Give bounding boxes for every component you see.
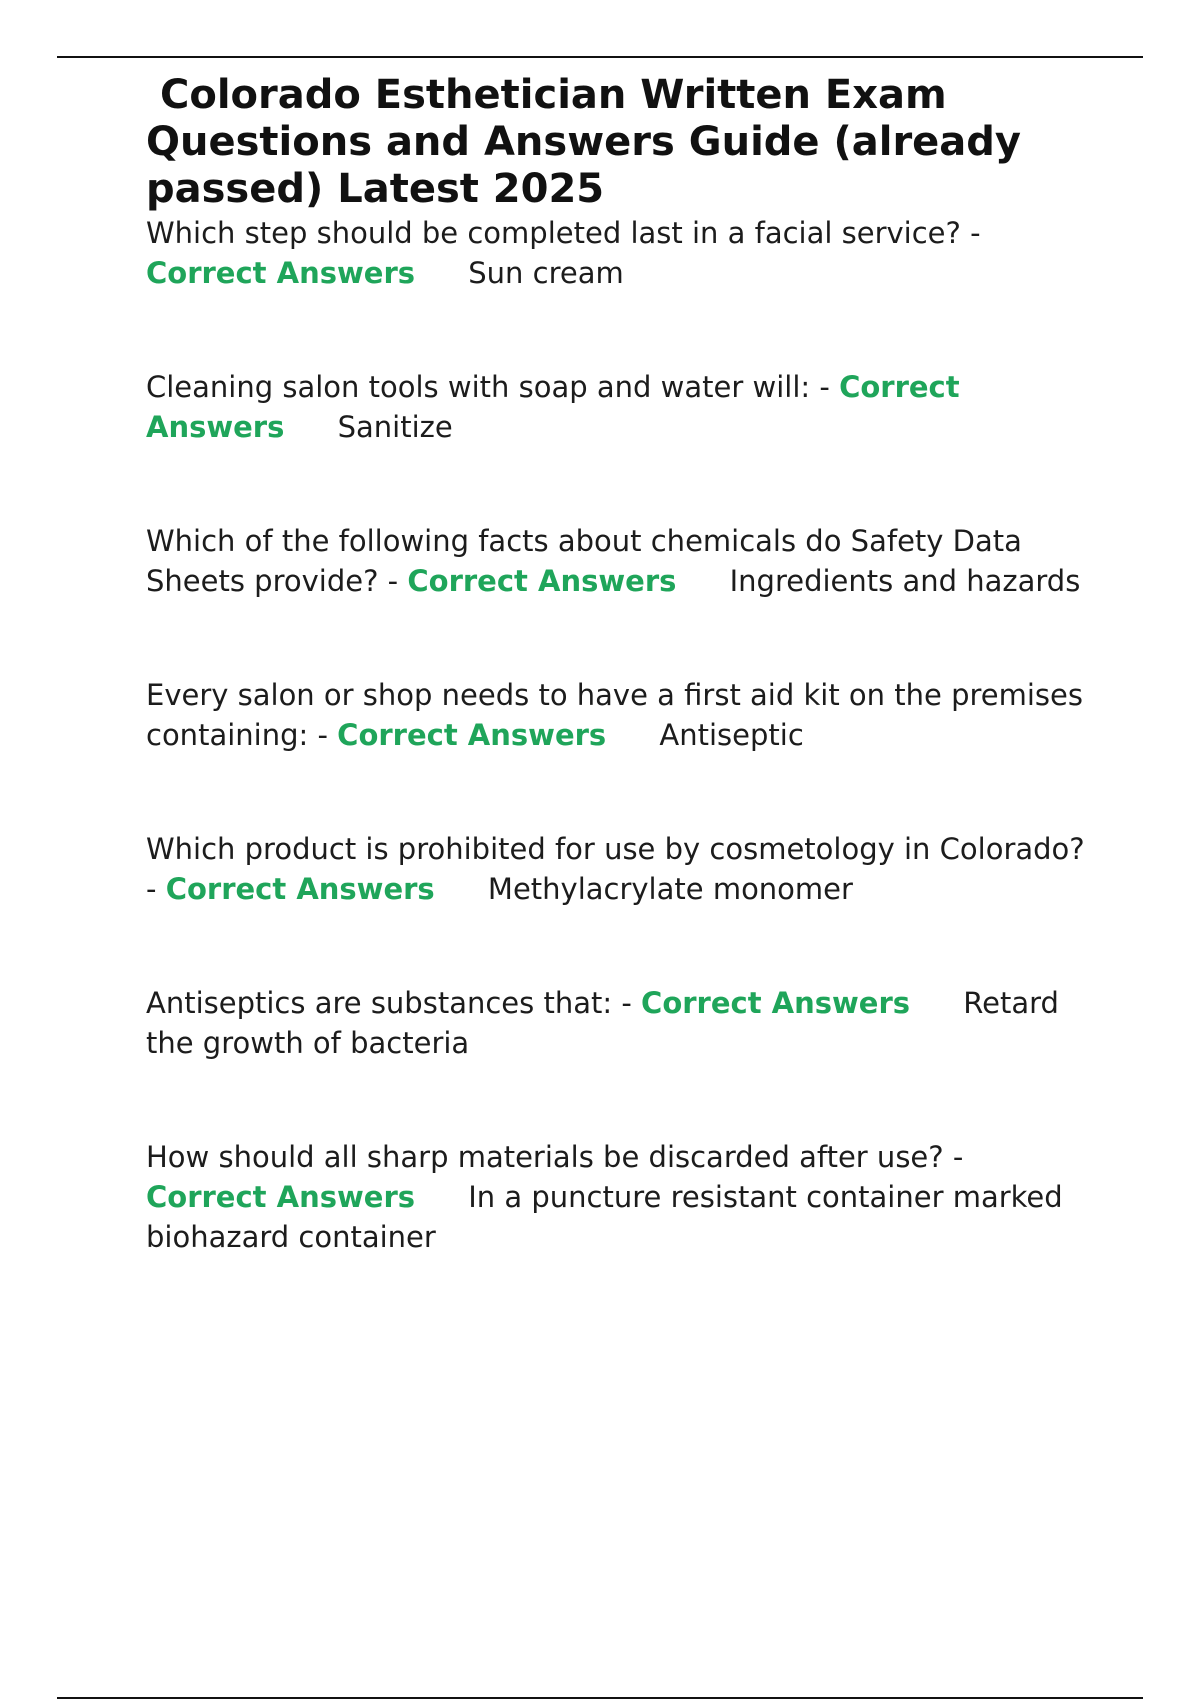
answer-text: Antiseptic [659, 718, 804, 752]
correct-answers-label: Correct Answers [146, 370, 960, 444]
qa-item [146, 367, 1086, 447]
answer-text: Retard the growth of bacteria [146, 986, 1059, 1060]
correct-answers-label: Correct Answers [641, 986, 911, 1020]
question-text: Every salon or shop needs to have a first aid kit on the premises containing: - [146, 678, 1083, 752]
correct-answers-label: Correct Answers [407, 564, 677, 598]
question-text: Which step should be completed last in a facial service? - [146, 216, 981, 250]
question-text: Antiseptics are substances that: - [146, 986, 632, 1020]
answer-text: Ingredients and hazards [729, 564, 1081, 598]
correct-answers-label: Correct Answers [337, 718, 607, 752]
answer-text: In a puncture resistant container marked biohazard container [146, 1180, 1063, 1254]
document-content [146, 72, 1086, 1257]
qa-item [146, 213, 1086, 293]
question-text: Which of the following facts about chemicals do Safety Data Sheets provide? - [146, 524, 1022, 598]
top-rule [57, 56, 1143, 58]
qa-item [146, 521, 1086, 601]
bottom-rule [57, 1697, 1143, 1699]
qa-item [146, 983, 1086, 1063]
document-title: Colorado Esthetician Written Exam Questions and Answers Guide (already passed) Latest 2025 [146, 72, 1021, 212]
answer-text: Methylacrylate monomer [487, 872, 853, 906]
correct-answers-label: Correct Answers [165, 872, 435, 906]
question-text: Which product is prohibited for use by cosmetology in Colorado? - [146, 832, 1085, 906]
correct-answers-label: Correct Answers [146, 1180, 416, 1214]
qa-item [146, 675, 1086, 755]
answer-text: Sun cream [468, 256, 624, 290]
qa-item [146, 1137, 1086, 1257]
question-text: How should all sharp materials be discarded after use? - [146, 1140, 964, 1174]
answer-text: Sanitize [337, 410, 453, 444]
question-text: Cleaning salon tools with soap and water will: - [146, 370, 830, 404]
qa-item [146, 829, 1086, 909]
correct-answers-label: Correct Answers [146, 256, 416, 290]
qa-list [146, 213, 1086, 1257]
